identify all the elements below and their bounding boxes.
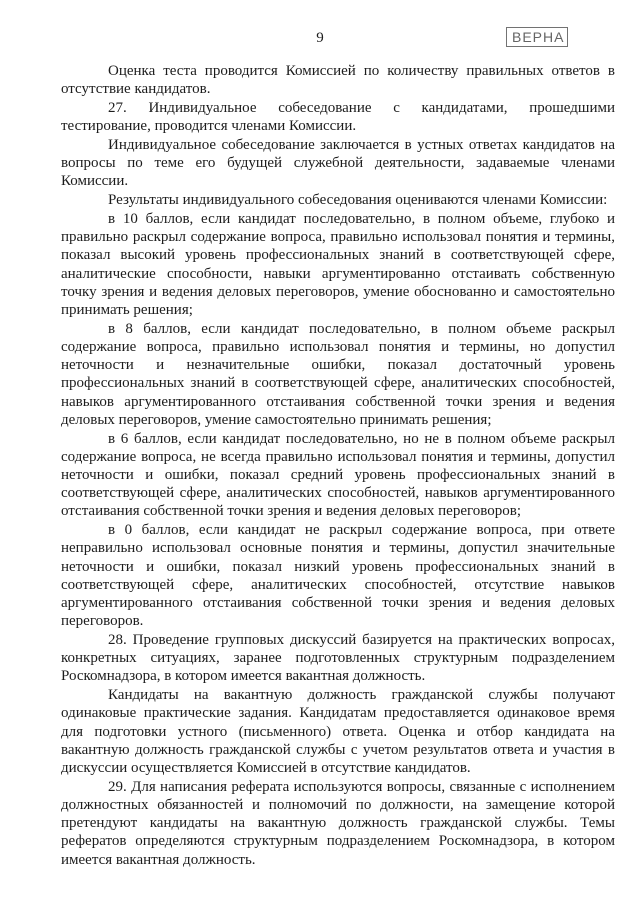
paragraph: в 8 баллов, если кандидат последовательно, в полном объеме раскрыл содержание вопроса, правильно использовал понятия и термины, но допустил неточности и незначительные ошибки, показал достаточный уровень профессиональных знаний в соответствующей сфере, аналитических способностей, навыков аргументированного отстаивания собственной точки зрения и ведения деловых переговоров, умение самостоятельно принимать решения; — [61, 320, 615, 428]
paragraph: в 0 баллов, если кандидат не раскрыл содержание вопроса, при ответе неправильно использовал основные понятия и термины, допустил значительные неточности и ошибки, показал низкий уровень профессиональных знаний в соответствующей сфере, аналитических способностей, отсутствие навыков аргументированного отстаивания собственной точки зрения и ведения деловых переговоров. — [61, 522, 615, 630]
paragraph: Индивидуальное собеседование заключается в устных ответах кандидатов на вопросы по теме его будущей служебной деятельности, задаваемые членами Комиссии. — [61, 137, 615, 190]
paragraph: 27. Индивидуальное собеседование с кандидатами, прошедшими тестирование, проводится членами Комиссии. — [61, 100, 615, 135]
paragraph: Оценка теста проводится Комиссией по количеству правильных ответов в отсутствие кандидатов. — [61, 63, 615, 98]
page-number: 9 — [316, 30, 324, 46]
paragraph: в 6 баллов, если кандидат последовательно, но не в полном объеме раскрыл содержание вопроса, не всегда правильно использовал понятия и термины, допустил неточности и ошибки, показал средний уровень профессиональных знаний в соответствующей сфере, аналитических способностей, навыков аргументированного отстаивания собственной точки зрения и ведения деловых переговоров; — [61, 430, 615, 520]
paragraph: в 10 баллов, если кандидат последовательно, в полном объеме, глубоко и правильно раскрыл содержание вопроса, правильно использовал понятия и термины, показал высокий уровень профессиональных знаний в соответствующей сфере, аналитические способности, навыки аргументированно отстаивать собственную точку зрения и ведения деловых переговоров, умение обоснованно и самостоятельно принимать решения; — [61, 211, 615, 319]
paragraph: 28. Проведение групповых дискуссий базируется на практических вопросах, конкретных ситуациях, заранее подготовленных структурным подразделением Роскомнадзора, в котором имеется вакантная должность. — [61, 632, 615, 685]
paragraph: Результаты индивидуального собеседования оцениваются членами Комиссии: — [108, 192, 608, 209]
document-body — [61, 62, 615, 869]
certification-stamp: ВЕРНА — [506, 27, 568, 47]
paragraph: 29. Для написания реферата используются вопросы, связанные с исполнением должностных обязанностей и полномочий по должности, на замещение которой претендуют кандидаты на вакантную должность гражданской службы. Темы рефератов определяются структурным подразделением Роскомнадзора, в котором имеется вакантная должность. — [61, 778, 615, 868]
paragraph: Кандидаты на вакантную должность гражданской службы получают одинаковые практические задания. Кандидатам предоставляется одинаковое время для подготовки устного (письменного) ответа. Оценка и отбор кандидата на вакантную должность гражданской службы с учетом результатов ответа и участия в дискуссии осуществляется Комиссией в отсутствие кандидатов. — [61, 687, 615, 777]
